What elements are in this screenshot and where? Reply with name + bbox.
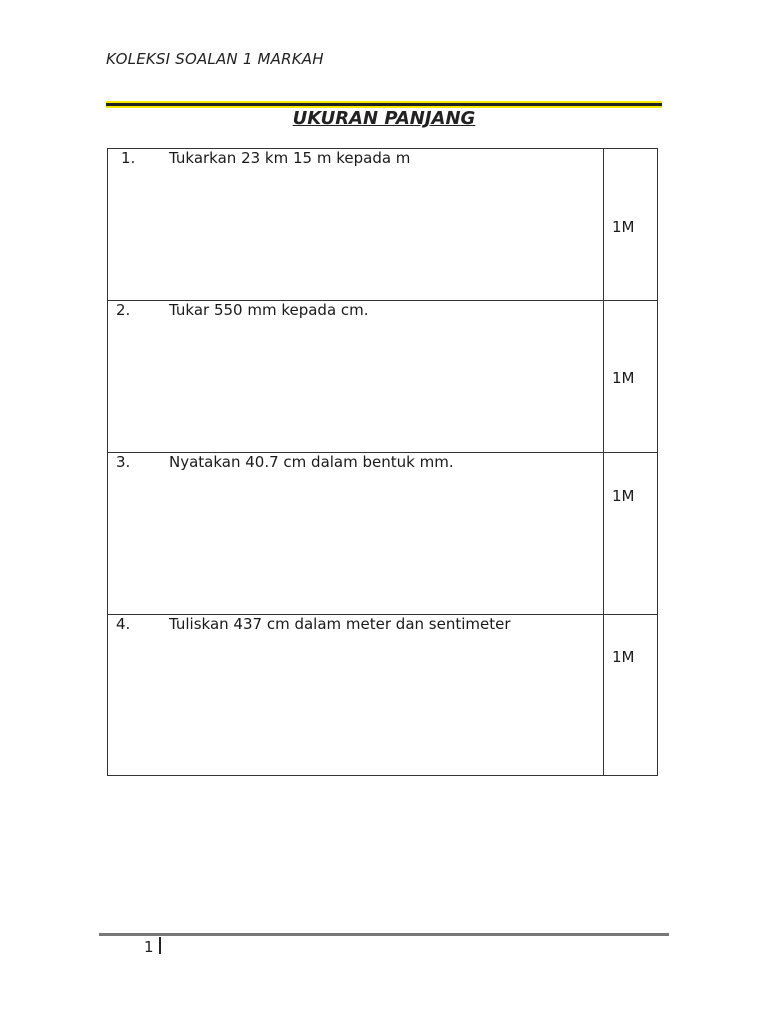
question-text: Nyatakan 40.7 cm dalam bentuk mm. [169,453,454,471]
question-row [108,301,658,453]
question-row [108,149,658,301]
question-text: Tukar 550 mm kepada cm. [169,301,369,319]
header-text: KOLEKSI SOALAN 1 MARKAH [106,50,324,68]
question-number: 1. [121,149,136,167]
questions-table [107,148,658,776]
mark-label: 1M [612,648,635,666]
question-cell [108,453,604,615]
footer-divider [159,937,161,954]
question-number: 3. [116,453,131,471]
question-cell [108,149,604,301]
mark-cell [604,453,658,615]
mark-label: 1M [612,218,635,236]
footer-rule [99,933,669,936]
question-text: Tukarkan 23 km 15 m kepada m [169,149,411,167]
question-row [108,615,658,776]
mark-label: 1M [612,369,635,387]
question-number: 4. [116,615,131,633]
question-row [108,453,658,615]
mark-label: 1M [612,487,635,505]
question-text: Tuliskan 437 cm dalam meter dan sentimeter [169,615,511,633]
mark-cell [604,615,658,776]
page-number: 1 [144,938,154,956]
question-number: 2. [116,301,131,319]
question-cell [108,615,604,776]
question-cell [108,301,604,453]
mark-cell [604,301,658,453]
mark-cell [604,149,658,301]
header-rule [106,101,662,108]
page-title: UKURAN PANJANG [292,108,476,129]
